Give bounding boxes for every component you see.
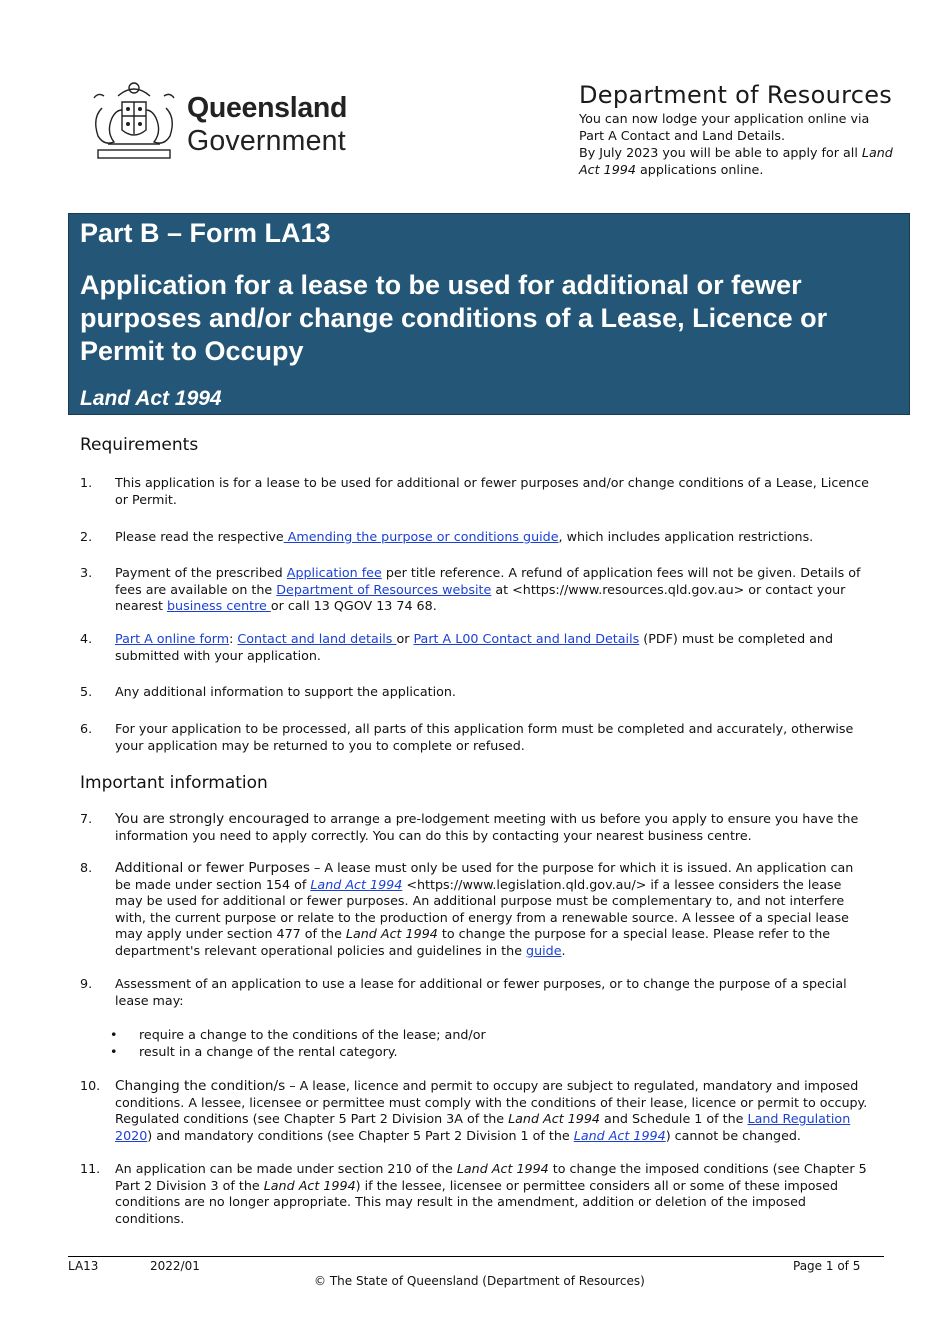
department-title: Department of Resources — [579, 81, 893, 109]
contact-land-details-link[interactable]: Contact and land details — [237, 631, 397, 646]
requirements-heading: Requirements — [80, 435, 199, 455]
footer-form-code: LA13 — [68, 1259, 99, 1273]
list-item — [80, 684, 870, 701]
bullet-icon: • — [110, 1027, 118, 1042]
notice-line-3-end: applications online. — [635, 162, 764, 177]
queensland-government-logo — [88, 78, 358, 164]
coat-of-arms-icon — [88, 78, 180, 164]
item-text: This application is for a lease to be used for additional or fewer purposes and/or change conditions of a Lease, Licence or Permit. — [115, 475, 869, 507]
list-item — [80, 976, 870, 1009]
item-text: – A lease, licence and permit to occupy are subject to regulated, mandatory and imposed conditions. A lessee, licensee or permittee must comply with the conditions of their lease, licence or permit to occupy. Regulated conditions (see Chapter 5 Part 2 Division 3A of the — [115, 1078, 868, 1127]
item-text: per title reference. A refund of application fees will not be given. Details of fees are available on the — [115, 565, 861, 597]
list-item — [80, 565, 870, 615]
land-act-link[interactable]: Land Act 1994 — [310, 876, 403, 892]
notice-line-3: By July 2023 you will be able to apply for all — [579, 145, 862, 160]
amending-guide-link[interactable]: Amending the purpose or conditions guide — [283, 529, 559, 544]
item-number: 2. — [80, 529, 93, 544]
item-text: or — [396, 631, 414, 646]
item-lead: Additional or fewer Purposes — [115, 860, 310, 876]
item-number: 4. — [80, 631, 93, 646]
act-name: Land Act 1994 — [508, 1111, 601, 1127]
item-text: For your application to be processed, all parts of this application form must be completed and accurately, otherwise your application may be returned to you to complete or refused. — [115, 721, 854, 753]
list-item — [80, 811, 870, 844]
item-text: , which includes application restrictions. — [558, 529, 814, 544]
item-text: to change the imposed conditions (see Chapter 5 Part 2 Division 3 of the — [115, 1161, 867, 1193]
item-text: at <https://www.resources.qld.gov.au> or contact your nearest — [115, 581, 846, 614]
list-item — [80, 1078, 870, 1144]
item-text: <https://www.legislation.qld.gov.au/> if a lessee considers the lease may be used for additional or fewer purposes. An additional purpose must be complementary to, and not interfere with, the current purpose or relate to the production of energy from a renewable source. A lessee of a special lease may apply under section 477 of the — [115, 876, 849, 942]
item-text: and Schedule 1 of the — [600, 1111, 748, 1127]
item-text: . — [561, 942, 566, 958]
list-item — [80, 721, 870, 754]
bullet-text: result in a change of the rental category. — [139, 1044, 398, 1059]
online-notice — [579, 110, 909, 178]
item-text: (PDF) must be completed and submitted with your application. — [115, 631, 834, 663]
list-item — [80, 529, 870, 546]
guide-link[interactable]: guide — [526, 942, 562, 958]
act-name: Land Act 1994 — [456, 1161, 549, 1176]
footer-copyright: © The State of Queensland (Department of Resources) — [314, 1274, 645, 1288]
bullet-icon: • — [110, 1044, 118, 1059]
bullet-item — [110, 1044, 398, 1061]
part-a-online-form-link[interactable]: Part A online form — [115, 631, 230, 646]
item-number: 11. — [80, 1161, 101, 1176]
item-number: 7. — [80, 811, 93, 826]
department-website-link[interactable]: Department of Resources website — [276, 581, 492, 597]
important-info-heading: Important information — [80, 773, 268, 793]
business-centre-link[interactable]: business centre — [166, 598, 271, 614]
item-text: ) and mandatory conditions (see Chapter 5 Part 2 Division 1 of the — [147, 1127, 574, 1143]
list-item — [80, 475, 870, 508]
item-text: : — [229, 631, 238, 646]
item-lead: Changing the condition/s — [115, 1078, 286, 1094]
form-part-label: Part B – Form LA13 — [80, 218, 331, 248]
part-a-l00-link[interactable]: Part A L00 Contact and land Details — [413, 631, 640, 646]
item-number: 3. — [80, 565, 93, 580]
item-text: Assessment of an application to use a lease for additional or fewer purposes, or to change the purpose of a special lease may: — [115, 976, 847, 1008]
item-text: Please read the respective — [115, 529, 284, 544]
item-number: 9. — [80, 976, 93, 991]
bullet-item — [110, 1027, 486, 1044]
form-act: Land Act 1994 — [80, 387, 222, 410]
item-number: 8. — [80, 860, 93, 875]
list-item — [80, 1161, 870, 1227]
item-text: to arrange a pre-lodgement meeting with us before you apply to ensure you have the information you need to apply correctly. You can do this by contacting your nearest business centre. — [115, 811, 859, 843]
form-title: Application for a lease to be used for additional or fewer purposes and/or change conditions of a Lease, Licence or Permit to Occupy — [80, 270, 828, 366]
list-item — [80, 860, 870, 960]
item-text: Any additional information to support the application. — [115, 684, 456, 699]
application-fee-link[interactable]: Application fee — [286, 565, 382, 580]
item-text: ) if the lessee, licensee or permittee considers all or some of these imposed conditions are no longer appropriate. This may result in the amendment, addition or deletion of the imposed conditions. — [115, 1177, 838, 1226]
act-name: Land Act 1994 — [263, 1177, 356, 1193]
item-text: to change the purpose for a special lease. Please refer to the department's relevant operational policies and guidelines in the — [115, 926, 831, 958]
notice-line-2: Part A Contact and Land Details. — [579, 128, 786, 143]
land-regulation-link[interactable]: Land Regulation 2020 — [115, 1111, 851, 1143]
item-number: 1. — [80, 475, 93, 490]
item-number: 5. — [80, 684, 93, 699]
notice-line-1: You can now lodge your application online via — [579, 111, 870, 126]
form-title-banner — [68, 213, 910, 415]
footer-page-number: Page 1 of 5 — [793, 1259, 861, 1273]
item-lead: You are strongly encouraged — [115, 811, 310, 827]
logo-government-text: Government — [187, 125, 346, 157]
item-text: Payment of the prescribed — [115, 565, 287, 580]
logo-queensland-text: Queensland — [187, 92, 348, 124]
list-item — [80, 631, 870, 664]
item-number: 6. — [80, 721, 93, 736]
department-block — [579, 80, 909, 178]
item-text: – A lease must only be used for the purpose for which it is issued. An application can be made under section 154 of — [115, 860, 854, 892]
item-text: or call 13 QGOV 13 74 68. — [270, 598, 437, 614]
footer-version: 2022/01 — [150, 1259, 200, 1273]
footer-divider — [68, 1256, 884, 1257]
item-number: 10. — [80, 1078, 101, 1093]
item-text: An application can be made under section 210 of the — [115, 1161, 457, 1176]
item-text: ) cannot be changed. — [665, 1127, 801, 1143]
bullet-text: require a change to the conditions of the lease; and/or — [139, 1027, 486, 1042]
act-name: Land Act 1994 — [345, 926, 438, 942]
notice-act-name: Land Act 1994 — [579, 145, 893, 177]
land-act-link[interactable]: Land Act 1994 — [573, 1127, 666, 1143]
